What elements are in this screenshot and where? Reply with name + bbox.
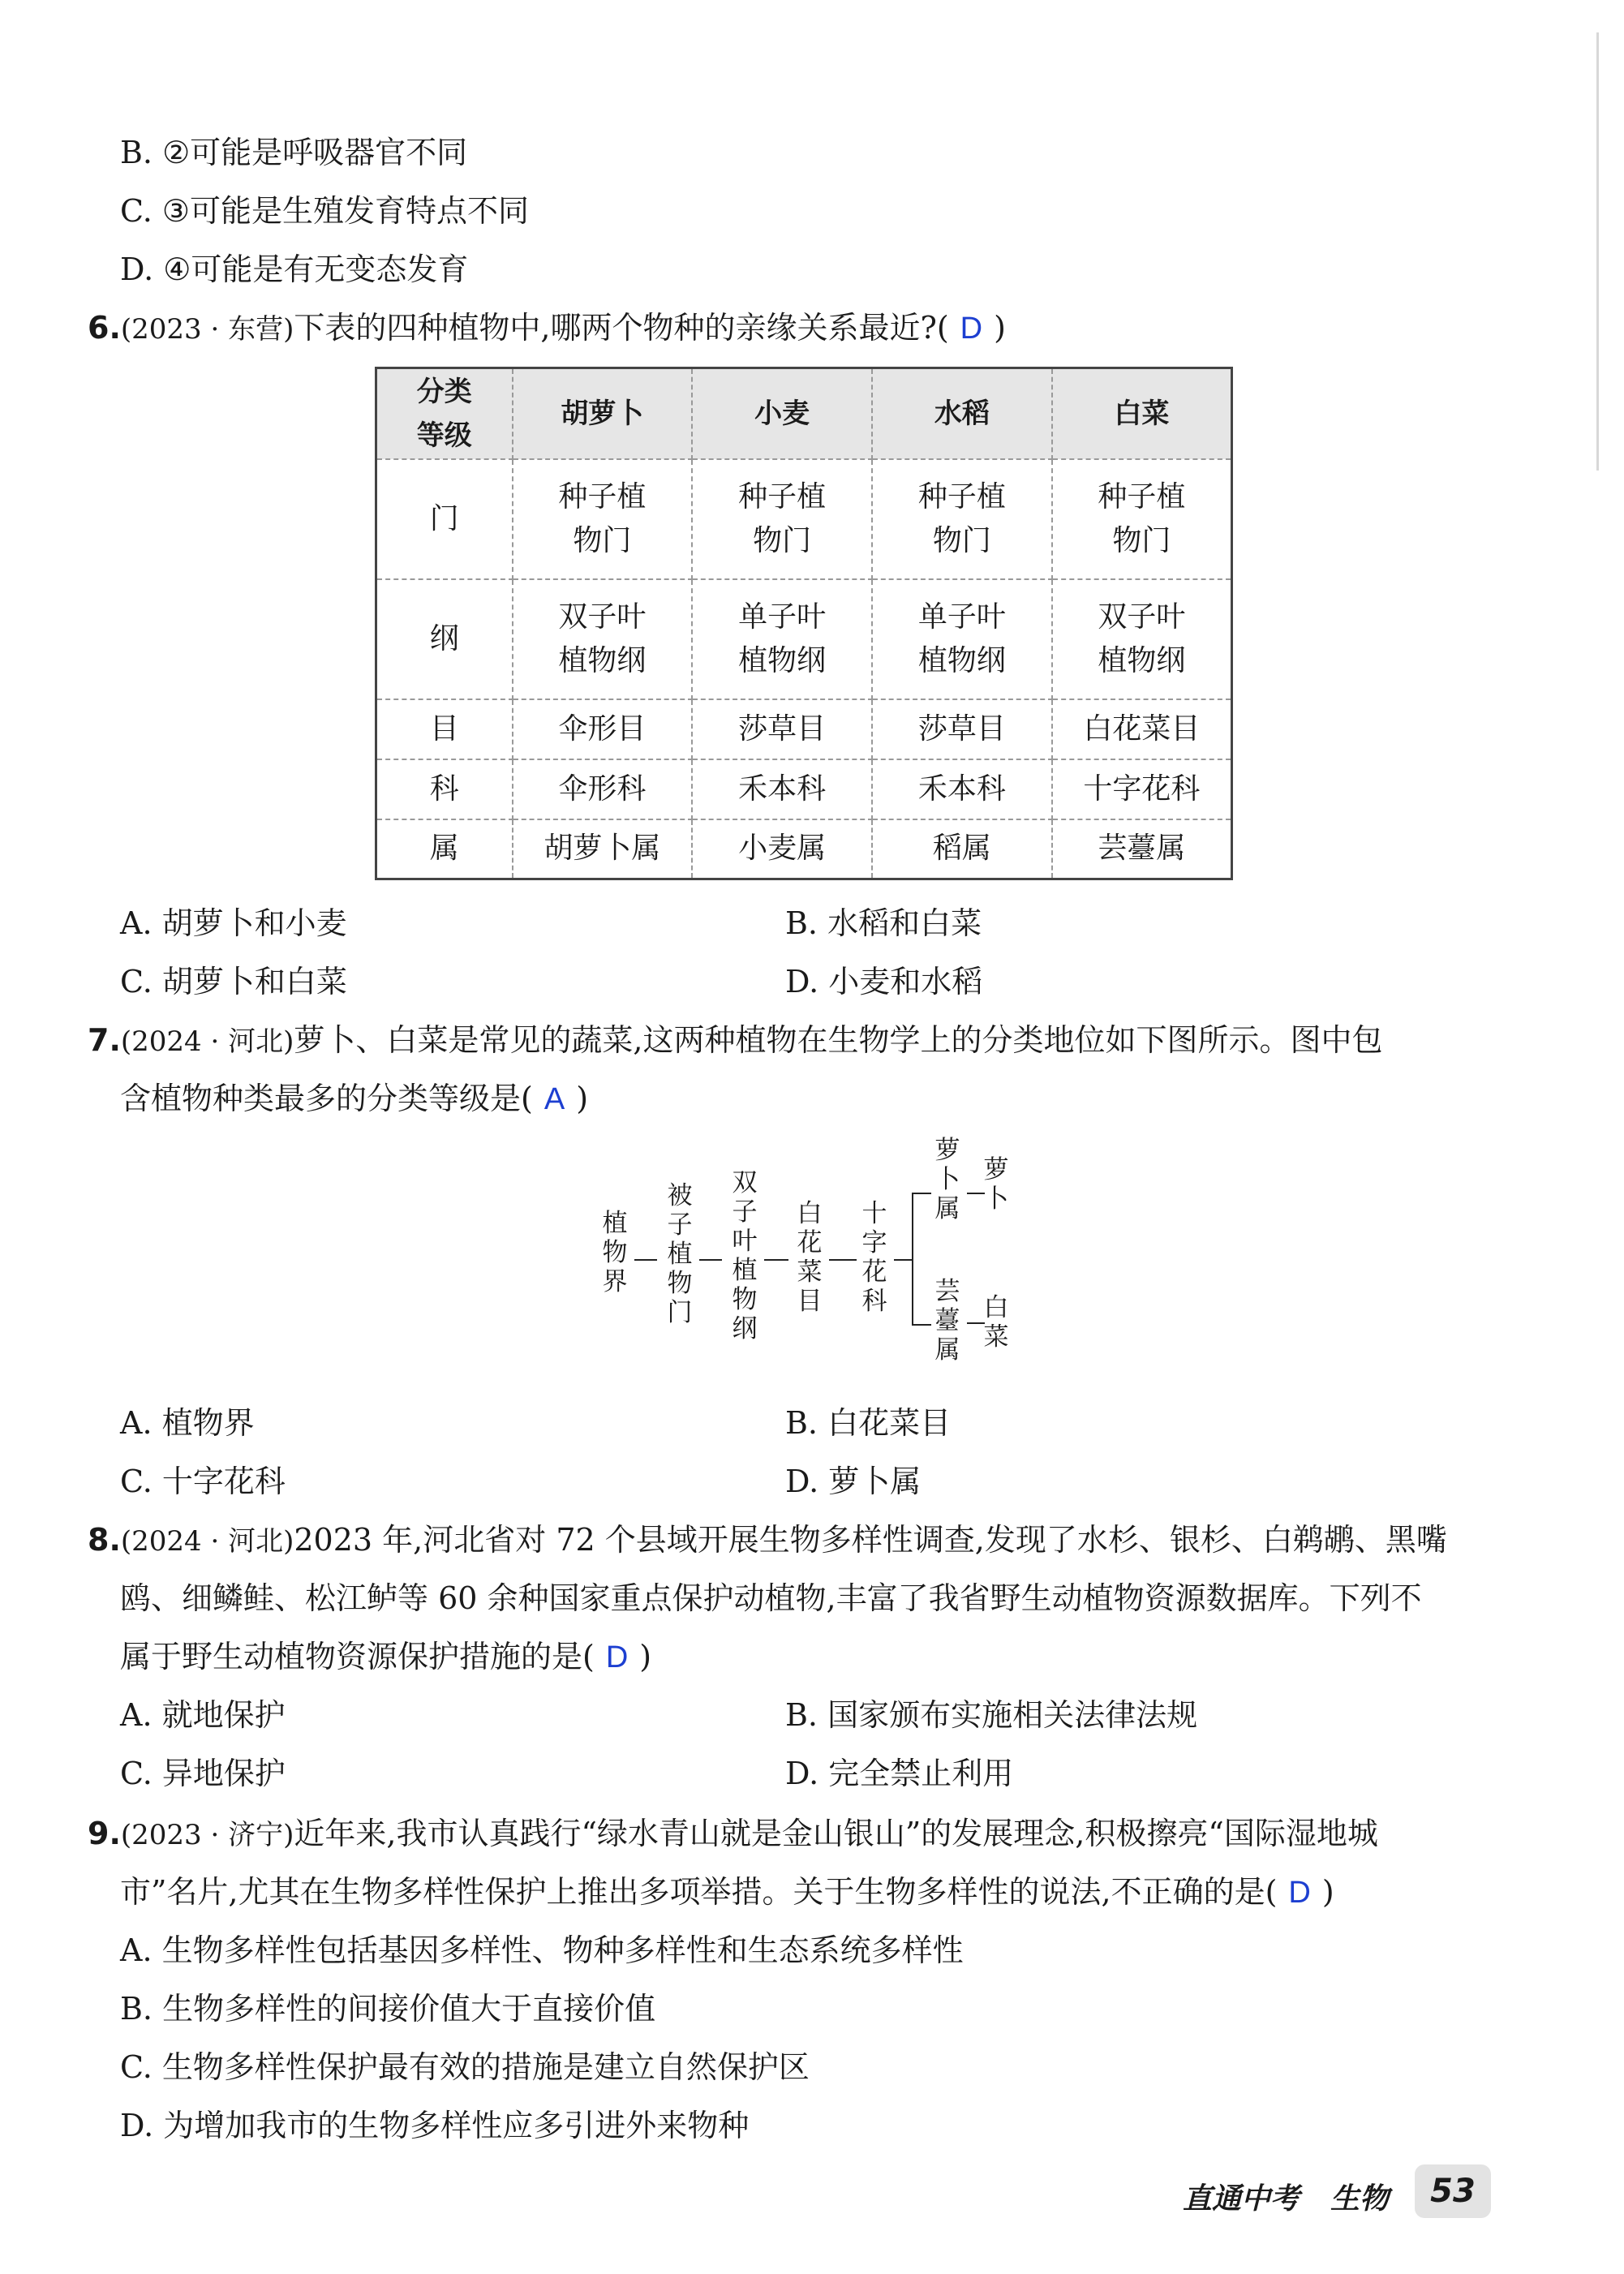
q7-stem-line1 [88,1021,1382,1061]
table-row-phylum [376,459,1232,579]
q8-option-b: B. 国家颁布实施相关法律法规 [785,1697,1198,1733]
q8-close: ) [639,1639,652,1674]
diagram-species-radish: 萝 卜 [983,1155,1009,1214]
q7-option-d: D. 萝卜属 [785,1464,922,1499]
q8-text-3: 属于野生动植物资源保护措施的是( [120,1639,595,1674]
header-carrot: 胡萝卜 [513,368,693,459]
q7-option-b: B. 白花菜目 [785,1405,952,1441]
row-label: 目 [376,699,513,759]
q7-answer: A [543,1082,565,1116]
header-rice: 水稻 [872,368,1052,459]
q5-option-b: B. ②可能是呼吸器官不同 [120,135,468,170]
q7-source: (2024 · 河北) [120,1025,294,1058]
q9-option-a: A. 生物多样性包括基因多样性、物种多样性和生态系统多样性 [120,1932,964,1968]
table-cell: 胡萝卜属 [513,819,693,879]
footer-book-title: 直通中考 [1183,2182,1300,2216]
q8-option-d: D. 完全禁止利用 [785,1756,1014,1791]
diagram-connector [894,1259,912,1261]
q9-stem-line2 [120,1872,1334,1912]
q6-close: ) [994,310,1006,346]
diagram-family: 十 字 花 科 [861,1199,887,1316]
table-cell: 稻属 [872,819,1052,879]
table-cell: 芸薹属 [1052,819,1232,879]
table-cell: 单子叶 植物纲 [872,579,1052,699]
table-cell: 种子植 物门 [513,459,693,579]
table-cell: 伞形科 [513,759,693,819]
q6-source: (2023 · 东营) [120,313,294,346]
table-cell: 双子叶 植物纲 [1052,579,1232,699]
table-row-family [376,759,1232,819]
q8-text-1: 2023 年,河北省对 72 个县域开展生物多样性调查,发现了水杉、银杉、白鹈鹕、黑嘴 [294,1522,1447,1558]
q9-stem-line1 [88,1814,1378,1855]
table-cell: 莎草目 [692,699,872,759]
q9-option-b: B. 生物多样性的间接价值大于直接价值 [120,1991,656,2027]
q9-source: (2023 · 济宁) [120,1819,294,1851]
q7-text-1: 萝卜、白菜是常见的蔬菜,这两种植物在生物学上的分类地位如下图所示。图中包 [294,1022,1383,1058]
diagram-kingdom: 植 物 界 [602,1209,628,1296]
row-label: 门 [376,459,513,579]
q6-option-c: C. 胡萝卜和白菜 [120,964,347,999]
q8-source: (2024 · 河北) [120,1525,294,1558]
table-cell: 种子植 物门 [692,459,872,579]
table-cell: 伞形目 [513,699,693,759]
table-row-order [376,699,1232,759]
q8-stem-line1 [88,1520,1447,1561]
q5-option-c: C. ③可能是生殖发育特点不同 [120,193,529,229]
table-cell: 种子植 物门 [1052,459,1232,579]
q6-number: 6. [88,310,121,346]
q7-close: ) [576,1081,589,1116]
q7-text-2: 含植物种类最多的分类等级是( [120,1081,533,1116]
q9-text-2: 市”名片,尤其在生物多样性保护上推出多项举措。关于生物多样性的说法,不正确的是( [120,1874,1278,1910]
q8-stem-line2: 鸥、细鳞鲑、松江鲈等 60 余种国家重点保护动植物,丰富了我省野生动植物资源数据库。下列不 [120,1580,1422,1616]
table-cell: 种子植 物门 [872,459,1052,579]
diagram-connector [634,1259,657,1261]
diagram-connector [764,1259,788,1261]
q9-number: 9. [88,1816,121,1851]
q9-text-1: 近年来,我市认真践行“绿水青山就是金山银山”的发展理念,积极擦亮“国际湿地城 [294,1816,1378,1851]
table-row-class [376,579,1232,699]
q9-close: ) [1321,1874,1334,1910]
q6-stem [88,308,1006,349]
page-edge-line [1596,32,1599,471]
header-cabbage: 白菜 [1052,368,1232,459]
row-label: 纲 [376,579,513,699]
q7-number: 7. [88,1022,121,1058]
q7-option-a: A. 植物界 [120,1405,255,1441]
q7-option-c: C. 十字花科 [120,1464,286,1499]
diagram-branch-bracket [912,1193,931,1326]
q7-stem-line2 [120,1079,588,1119]
q6-text: 下表的四种植物中,哪两个物种的亲缘关系最近?( [294,310,949,346]
q8-answer: D [605,1640,629,1674]
diagram-genus-radish: 萝 卜 属 [934,1136,960,1223]
q9-option-d: D. 为增加我市的生物多样性应多引进外来物种 [120,2108,750,2143]
diagram-connector [699,1259,722,1261]
diagram-genus-brassica: 芸 薹 属 [934,1277,960,1365]
diagram-connector [829,1259,857,1261]
table-header-row [376,368,1232,459]
row-label: 属 [376,819,513,879]
diagram-class: 双 子 叶 植 物 纲 [732,1168,758,1343]
page-number: 53 [1415,2164,1491,2218]
q6-option-a: A. 胡萝卜和小麦 [120,905,347,941]
footer-subject: 生物 [1330,2182,1390,2216]
q6-option-d: D. 小麦和水稻 [785,964,983,999]
q9-answer: D [1288,1876,1311,1910]
q6-answer: D [960,312,983,346]
table-cell: 莎草目 [872,699,1052,759]
table-cell: 禾本科 [692,759,872,819]
q8-number: 8. [88,1522,121,1558]
q8-option-c: C. 异地保护 [120,1756,286,1791]
q8-option-a: A. 就地保护 [120,1697,286,1733]
diagram-phylum: 被 子 植 物 门 [667,1181,693,1327]
table-cell: 禾本科 [872,759,1052,819]
table-cell: 白花菜目 [1052,699,1232,759]
row-label: 科 [376,759,513,819]
classification-table [375,367,1233,880]
table-cell: 十字花科 [1052,759,1232,819]
q6-option-b: B. 水稻和白菜 [785,905,982,941]
table-cell: 小麦属 [692,819,872,879]
table-corner-header: 分类 等级 [376,368,513,459]
q8-stem-line3 [120,1637,651,1677]
table-cell: 双子叶 植物纲 [513,579,693,699]
q9-option-c: C. 生物多样性保护最有效的措施是建立自然保护区 [120,2049,810,2085]
header-wheat: 小麦 [692,368,872,459]
diagram-species-cabbage: 白 菜 [983,1293,1009,1352]
table-cell: 单子叶 植物纲 [692,579,872,699]
q5-option-d: D. ④可能是有无变态发育 [120,251,469,287]
table-row-genus [376,819,1232,879]
diagram-order: 白 花 菜 目 [797,1199,823,1316]
